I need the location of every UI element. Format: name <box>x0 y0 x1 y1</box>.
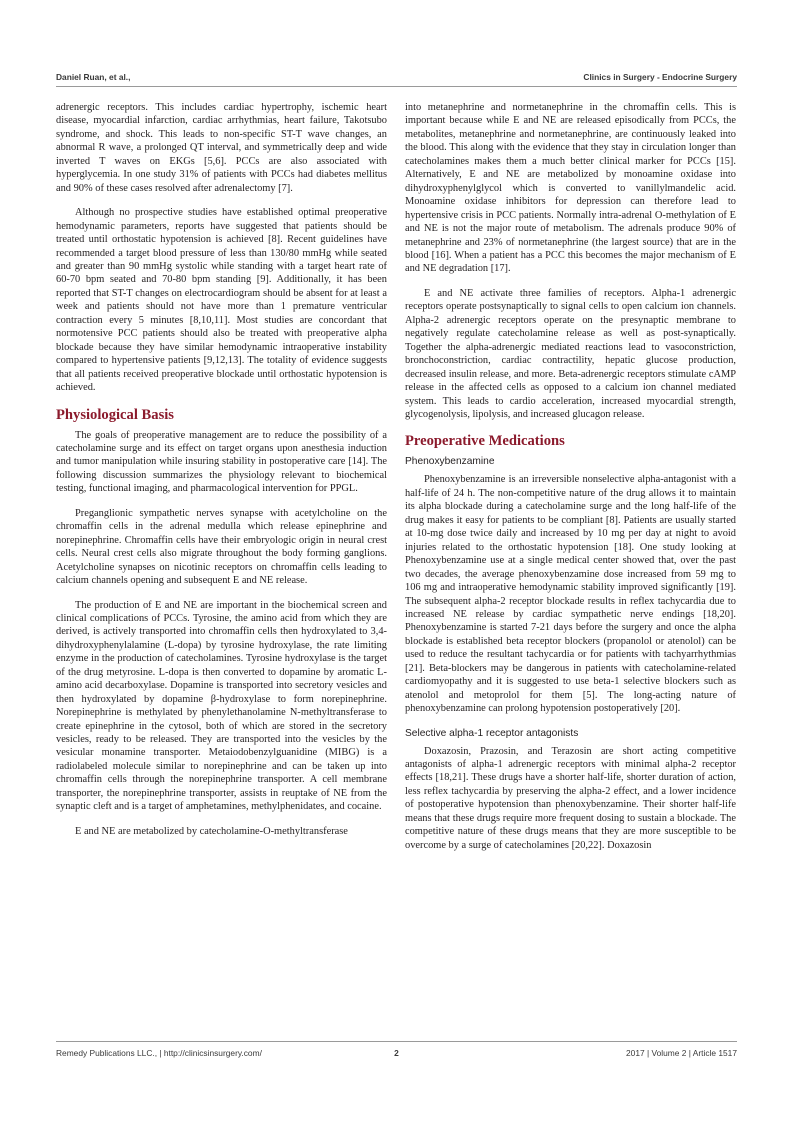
page-number: 2 <box>394 1048 399 1058</box>
header-journal: Clinics in Surgery - Endocrine Surgery <box>583 72 737 82</box>
subheading-selective-alpha-1: Selective alpha-1 receptor antagonists <box>405 727 579 739</box>
paragraph: Phenoxybenzamine is an irreversible nonselective alpha-antagonist with a half-life of 24 h. The non-competitive nature of the drug allows it to maintain its alpha blockade during a catecholamine surge and the long half-life of the drug makes it easy for patients to be compliant [8]. Patients are usually started at 10-mg dose twice daily and increased by 10 mg per day at night to avoid injuries related to the orthostatic hypotension [18]. One study looking at Phenoxybenzamine use at a single medical center showed that, over the past two decades, the average phenoxybenzamine dose increased from 59 mg to 106 mg and intraoperative hemodynamic stability improved significantly [19]. The subsequent alpha-2 receptor blockade results in reflex tachycardia due to increased NE release by cardiac sympathetic nerve endings [18,20]. Phenoxybenzamine is started 7-21 days before the surgery and once the alpha blockade is established beta receptor blockers (propanolol or atenolol) can be used to reduce the resultant tachycardia or for patients with tachyarrhythmias [21]. Beta-blockers may be dangerous in patients with catecholamine-related cardiomyopathy and it is suggested to use beta-1 selective blockers such as atenolol and metoprolol for them [5]. The long-acting nature of phenoxybenzamine can prolong hypotension postoperatively [20]. <box>405 474 736 715</box>
right-column <box>405 101 736 863</box>
header-rule <box>56 86 737 87</box>
footer-volume: 2017 | Volume 2 | Article 1517 <box>626 1048 737 1058</box>
header-authors: Daniel Ruan, et al., <box>56 72 131 82</box>
left-column <box>56 101 387 849</box>
footer-rule <box>56 1041 737 1042</box>
footer-publisher: Remedy Publications LLC., | http://clinicsinsurgery.com/ <box>56 1048 262 1058</box>
paragraph: adrenergic receptors. This includes cardiac hypertrophy, ischemic heart disease, myocardial infarction, cardiac arrhythmias, heart failure, Takotsubo syndrome, and shock. This leads to non-specific ST-T wave changes, an abnormal R wave, a prolonged QT interval, and symmetrically deep and wide inverted T waves on EKGs [5,6]. PCCs are also associated with hyperglycemia. In one study 31% of patients with PCCs had diabetes mellitus and 90% of these cases resolved after adrenalectomy [7]. <box>56 102 387 194</box>
paragraph: The production of E and NE are important in the biochemical screen and clinical complications of PCCs. Tyrosine, the amino acid from which they are derived, is actively transported into chromaffin cells then hydroxylated to 3,4-dihydroxyphenylalamine (L-dopa) by tyrosine hydroxylase, the rate limiting enzyme in the production of catecholamines. Tyrosine hydroxylase is the target of the drug metyrosine. L-dopa is then converted to dopamine by aromatic L-amino acid decarboxylase. Dopamine is transported into secretory vesicles and then hydroxylated by dopamine β-hydroxylase to form norepinephrine. Norepinephrine is methylated by phenylethanolamine N-methyltransferase to create epinephrine in the cytosol, both of which are stored in the secretory vesicles, ready to be released. They are transported into the vesicles by the vesicular monamine transporter. Metaiodobenzylguanidine (MIBG) is a radiolabeled molecule similar to norepinephrine and can be taken up into chromaffin cells through the norepinephrine transporter. A cell membrane transporter, the norepinephrine transporter, assists in reuptake of NE from the synaptic cleft and is a target of amphetamines, methylphenidates, and cocaine. <box>56 599 387 813</box>
paragraph: into metanephrine and normetanephrine in the chromaffin cells. This is important because while E and NE are released episodically from PCCs, the metabolites, metanephrine and normetanephrine, are continuously leaked into the blood. This along with the evidence that they stay in circulation longer than catecholamines makes them a much better clinical marker for PCCs [15]. Alternatively, E and NE are metabolized by monoamine oxidase into dihydroxyphenylglycol which is converted to vanillylmandelic acid. Monoamine oxidase inhibitors for depression can therefore lead to hypertensive crisis in PCC patients. Normally intra-adrenal O-methylation of E and NE is not the major route of metabolism. The adrenals produce 90% of metanephrine and 23% of normetanephrine (the largest source) that are in the blood [16]. When a patient has a PCC this becomes the major mechanism of E and NE degradation [17]. <box>405 102 736 275</box>
paragraph: Doxazosin, Prazosin, and Terazosin are short acting competitive antagonists of alpha-1 adrenergic receptors with minimal alpha-2 receptor effects [18,21]. These drugs have a shorter half-life, shorter duration of action, less reflex tachycardia by preserving the alpha-2 effect, and a lower incidence of postoperative hypotension than phenoxybenzamine. Their shorter half-life means that these drugs require more frequent dosing to sustain a blockade. The competitive nature of these drugs means that they are more susceptible to be overcome by a surge of catecholamines [20,22]. Doxazosin <box>405 745 736 851</box>
paragraph: E and NE are metabolized by catecholamine-O-methyltransferase <box>75 825 348 837</box>
paragraph: Although no prospective studies have established optimal preoperative hemodynamic parameters, reports have suggested that patients should be treated until orthostatic hypotension is achieved [8]. Recent guidelines have recommended a target blood pressure of less than 130/80 mmHg while seated and greater than 90 mmHg systolic while standing with a target heart rate of 60-70 bpm seated and 70-80 bpm standing [9]. Additionally, it has been reported that ST-T changes on electrocardiogram should be absent for at least a week and patients should not have more than 1 premature ventricular contraction every 5 minutes [8,10,11]. Most studies are concordant that normotensive PCC patients should also be treated with preoperative alpha blockade because they have similar hemodynamic intraoperative instability compared to hypertensive patients [9,12,13]. The totality of evidence suggests that all patients received preoperative blockade until orthostatic hypotension is achieved. <box>56 207 387 394</box>
subheading-phenoxybenzamine: Phenoxybenzamine <box>405 456 495 468</box>
running-header <box>56 72 737 86</box>
paragraph: E and NE activate three families of receptors. Alpha-1 adrenergic receptors operate postsynaptically to signal cells to open calcium ion channels. Alpha-2 adrenergic receptors operate on the presynaptic membrane to negatively regulate catecholamine release as well as post-synaptically. Together the alpha-adrenergic mediated reactions lead to vasoconstriction, bronchoconstriction, cardiac contractility, hepatic glucose production, decreased insulin release, and more. Beta-adrenergic receptors stimulate cAMP release in the affected cells as opposed to a calcium ion channel mediated system. This leads to cardio acceleration, increased myocardial strength, glycogenolysis, lipolysis, and increased glucagon release. <box>405 287 736 420</box>
paragraph: The goals of preoperative management are to reduce the possibility of a catecholamine surge and its effect on target organs upon anesthesia induction and tumor manipulation while insuring stability in postoperative care [14]. The following discussion summarizes the physiology relevant to biochemical testing, functional imaging, and pharmacological intervention for PPGL. <box>56 429 387 495</box>
section-heading-physiological-basis: Physiological Basis <box>56 406 174 423</box>
running-footer <box>56 1048 737 1062</box>
paragraph: Preganglionic sympathetic nerves synapse with acetylcholine on the chromaffin cells in the adrenal medulla which release epinephrine and norepinephrine. Chromaffin cells have their embryologic origin in neural crest cells. Neural crest cells also migrate throughout the body forming ganglions. Acetylcholine synapses on nicotinic receptors on chromaffin cells leading to calcium channels opening and subsequent E and NE release. <box>56 507 387 587</box>
section-heading-preoperative-medications: Preoperative Medications <box>405 433 565 450</box>
